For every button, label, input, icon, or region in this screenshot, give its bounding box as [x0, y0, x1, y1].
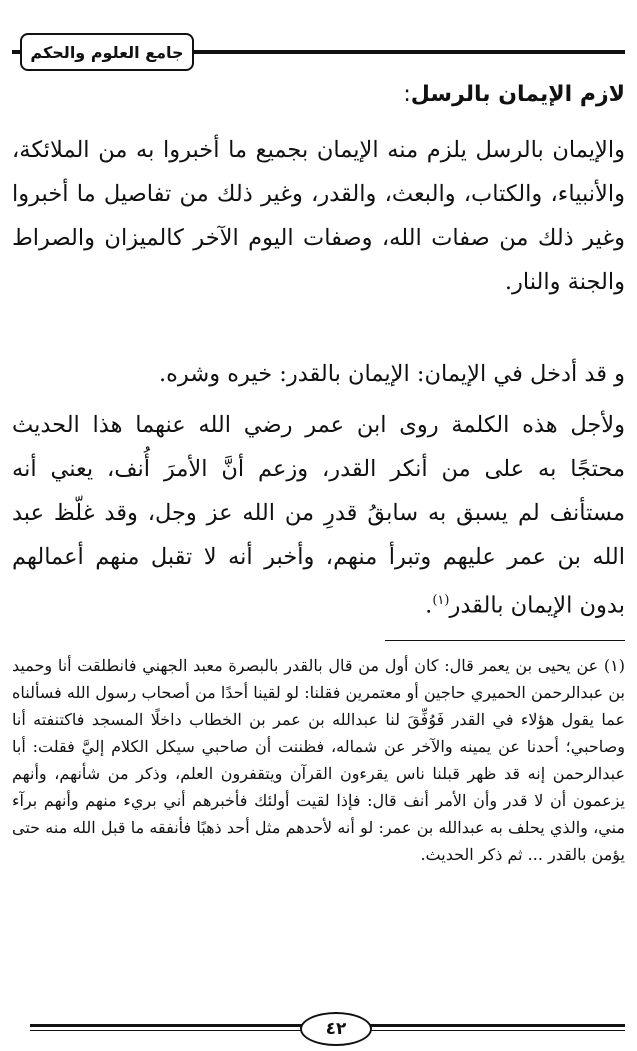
page-number: ٤٢	[325, 1019, 347, 1039]
running-title: جامع العلوم والحكم	[30, 42, 184, 62]
paragraph-3-text: ولأجل هذه الكلمة روى ابن عمر رضي الله عنهما هذا الحديث محتجًا به على من أنكر القدر، وزعم أنَّ الأمرَ أُنف، يعني أنه مستأنف لم يسبق به سابقُ قدرِ من الله عز وجل، وقد غلّظ عبد الله بن عمر عليهم وتبرأ منهم، وأخبر أنه لا تقبل منهم أعمالهم بدون الإيمان بالقدر	[12, 412, 625, 619]
footnote-text: عن يحيى بن يعمر قال: كان أول من قال بالقدر بالبصرة معبد الجهني فانطلقت أنا وحميد بن عبدالرحمن الحميري حاجين أو معتمرين فقلنا: لو لقينا أحدًا من أصحاب رسول الله فسألناه عما يقول هؤلاء في القدر فَوُفِّقَ لنا عبدالله بن عمر بن الخطاب داخلًا المسجد فاكتنفته أنا وصاحبي؛ أحدنا عن يمينه والآخر عن شماله، فظننت أن صاحبي سيكل الكلام إليَّ فقلت: أبا عبدالرحمن إنه قد ظهر قبلنا ناس يقرءون القرآن ويتقفرون العلم، وذكر من شأنهم، وأنهم يزعمون أن لا قدر وأن الأمر أنف قال: فإذا لقيت أولئك فأخبرهم أني بريء منهم وأنهم برآء مني، والذي يحلف به عبدالله بن عمر: لو أنه لأحدهم مثل أحد ذهبًا فأنفقه ما قبل الله منه حتى يؤمن بالقدر ... ثم ذكر الحديث.	[12, 656, 626, 864]
section-heading-text: لازم الإيمان بالرسل	[410, 82, 625, 107]
paragraph-3-end: .	[425, 592, 433, 619]
paragraph-2: و قد أدخل في الإيمان: الإيمان بالقدر: خيره وشره.	[158, 361, 625, 387]
section-heading	[12, 82, 625, 107]
paragraph-3	[12, 403, 625, 628]
footnote-reference[interactable]: (١)	[432, 593, 450, 608]
paragraph-1: والإيمان بالرسل يلزم منه الإيمان بجميع ما أخبروا به من الملائكة، والأنبياء، والكتاب، والبعث، والقدر، وغير ذلك من تفاصيل ما أخبروا وغير ذلك من صفات الله، وصفات اليوم الآخر كالميزان والصراط والجنة والنار.	[12, 137, 625, 295]
footnote-separator	[385, 640, 625, 641]
section-heading-colon: :	[403, 82, 411, 107]
running-title-box	[20, 33, 194, 71]
footnote-marker: (١)	[603, 656, 625, 675]
footnote	[12, 652, 625, 868]
page-number-badge	[300, 1012, 372, 1046]
